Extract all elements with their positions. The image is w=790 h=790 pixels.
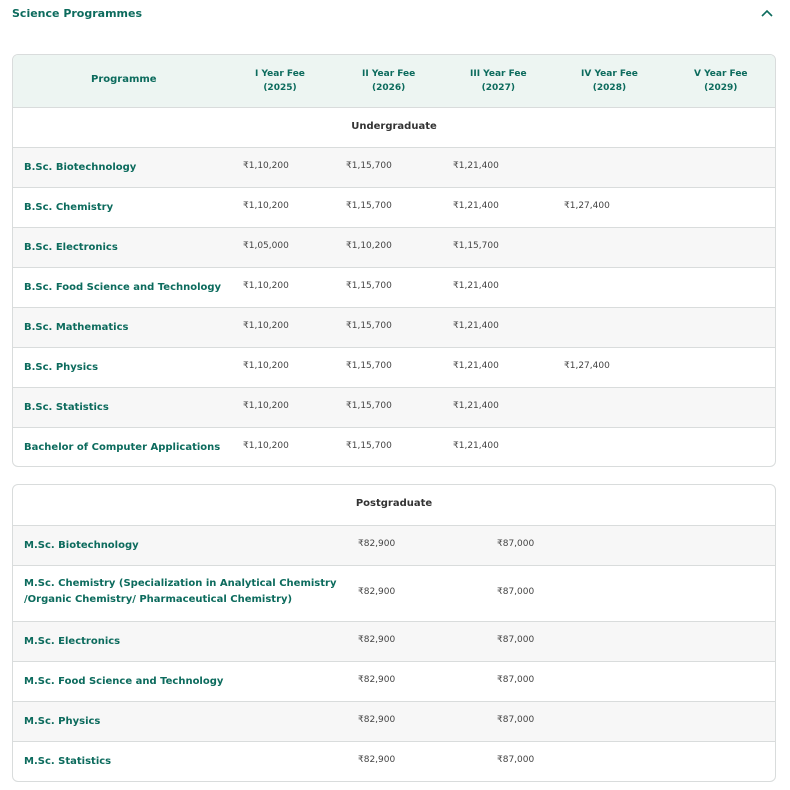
fee-year-2: ₹1,15,700 [346, 361, 392, 371]
table-row [13, 566, 775, 622]
section-header[interactable] [0, 0, 790, 30]
fee-year-2: ₹87,000 [497, 675, 535, 685]
fee-year-3: ₹1,21,400 [453, 201, 499, 211]
fee-year-2: ₹1,15,700 [346, 441, 392, 451]
fee-year-2: ₹1,15,700 [346, 401, 392, 411]
table-row [13, 702, 775, 742]
fee-year-2: ₹87,000 [497, 635, 535, 645]
group-label-postgraduate: Postgraduate [13, 485, 775, 526]
table-row [13, 662, 775, 702]
fee-year-3: ₹1,21,400 [453, 361, 499, 371]
table-row [13, 622, 775, 662]
fee-year-1: ₹1,05,000 [243, 241, 289, 251]
table-row [13, 308, 775, 348]
table-row [13, 348, 775, 388]
fee-year-3: ₹1,15,700 [453, 241, 499, 251]
programme-name[interactable]: M.Sc. Food Science and Technology [24, 676, 224, 687]
fee-year-3: ₹1,21,400 [453, 321, 499, 331]
fee-year-2: ₹87,000 [497, 587, 535, 597]
fee-year-1: ₹1,10,200 [243, 161, 289, 171]
fee-year-1: ₹1,10,200 [243, 401, 289, 411]
fee-year-4: ₹1,27,400 [564, 361, 610, 371]
fee-year-4: ₹1,27,400 [564, 201, 610, 211]
fee-year-1: ₹82,900 [358, 715, 396, 725]
fee-year-2: ₹1,15,700 [346, 201, 392, 211]
table-row [13, 148, 775, 188]
header-year-1: I Year Fee (2025) [255, 69, 305, 93]
fee-year-1: ₹1,10,200 [243, 321, 289, 331]
fee-year-2: ₹1,10,200 [346, 241, 392, 251]
postgraduate-table [12, 484, 776, 782]
fee-year-1: ₹1,10,200 [243, 441, 289, 451]
programme-name[interactable]: B.Sc. Biotechnology [24, 162, 137, 173]
table-row [13, 188, 775, 228]
fee-year-3: ₹1,21,400 [453, 161, 499, 171]
programme-name[interactable]: M.Sc. Physics [24, 716, 101, 727]
table-row [13, 228, 775, 268]
table-row [13, 428, 775, 467]
fee-year-2: ₹1,15,700 [346, 281, 392, 291]
section-title: Science Programmes [12, 7, 143, 20]
fee-year-3: ₹1,21,400 [453, 441, 499, 451]
programme-name[interactable]: B.Sc. Mathematics [24, 322, 129, 333]
fee-year-3: ₹1,21,400 [453, 401, 499, 411]
table-row [13, 742, 775, 781]
fee-year-1: ₹1,10,200 [243, 281, 289, 291]
programme-name[interactable]: M.Sc. Chemistry (Specialization in Analytical Chemistry /Organic Chemistry/ Pharmaceutical Chemistry) [24, 578, 337, 605]
undergraduate-table [12, 54, 776, 467]
programme-name[interactable]: M.Sc. Biotechnology [24, 540, 139, 551]
fee-year-2: ₹87,000 [497, 539, 535, 549]
fee-year-1: ₹82,900 [358, 635, 396, 645]
header-year-2: II Year Fee (2026) [362, 69, 416, 93]
table-row [13, 268, 775, 308]
group-label-undergraduate: Undergraduate [13, 108, 775, 148]
header-year-3: III Year Fee (2027) [470, 69, 527, 93]
header-year-5: V Year Fee (2029) [694, 69, 748, 93]
programme-name[interactable]: B.Sc. Electronics [24, 242, 118, 253]
programme-name[interactable]: B.Sc. Physics [24, 362, 99, 373]
header-programme: Programme [91, 74, 157, 85]
fee-year-1: ₹82,900 [358, 539, 396, 549]
programme-name[interactable]: M.Sc. Electronics [24, 636, 121, 647]
programme-name[interactable]: B.Sc. Food Science and Technology [24, 282, 222, 293]
programme-name[interactable]: Bachelor of Computer Applications [24, 442, 221, 453]
fee-year-1: ₹82,900 [358, 587, 396, 597]
header-year-4: IV Year Fee (2028) [581, 69, 638, 93]
table-row [13, 388, 775, 428]
table-header [13, 55, 775, 108]
fee-year-2: ₹1,15,700 [346, 161, 392, 171]
fee-year-2: ₹87,000 [497, 755, 535, 765]
programme-name[interactable]: M.Sc. Statistics [24, 756, 112, 767]
programme-name[interactable]: B.Sc. Statistics [24, 402, 109, 413]
fee-year-1: ₹82,900 [358, 675, 396, 685]
fee-year-1: ₹82,900 [358, 755, 396, 765]
programme-name[interactable]: B.Sc. Chemistry [24, 202, 114, 213]
fee-year-1: ₹1,10,200 [243, 201, 289, 211]
chevron-up-icon[interactable] [760, 8, 774, 18]
fee-year-3: ₹1,21,400 [453, 281, 499, 291]
table-row [13, 526, 775, 566]
fee-year-2: ₹1,15,700 [346, 321, 392, 331]
fee-year-2: ₹87,000 [497, 715, 535, 725]
fee-year-1: ₹1,10,200 [243, 361, 289, 371]
